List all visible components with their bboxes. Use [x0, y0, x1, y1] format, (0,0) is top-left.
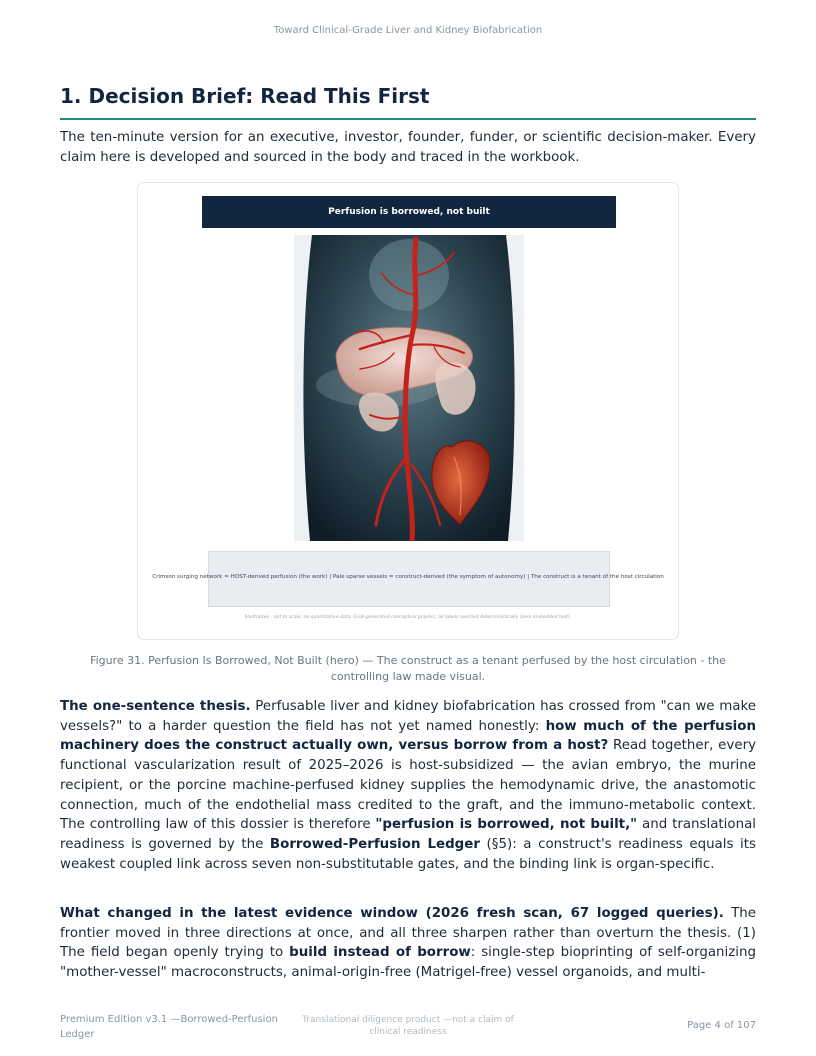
- figure-legend: Crimson surging network = HOST-derived perfusion (the work) | Pale sparse vessels = construct-derived (the symptom of autonomy) | The construct is a tenant of the host circulation: [152, 574, 664, 580]
- thesis-paragraph: The one-sentence thesis. Perfusable liver and kidney biofabrication has crossed from "can we make vessels?" to a harder question the field has not yet named honestly: how much of the perfusion machinery does the construct actually own, versus borrow from a host? Read together, every functional vascularization result of 2025–2026 is host-subsidized — the avian embryo, the murine recipient, or the porcine machine-perfused kidney supplies the hemodynamic drive, the anastomotic connection, much of the endothelial mass credited to the graft, and the immuno-metabolic context. The controlling law of this dossier is therefore "perfusion is borrowed, not built," and translational readiness is governed by the Borrowed-Perfusion Ledger (§5): a construct's readiness equals its weakest coupled link across seven non-substitutable gates, and the binding link is organ-specific.: [60, 699, 757, 872]
- footer-disclaimer: Translational diligence product —not a claim of clinical readiness: [302, 1015, 514, 1037]
- running-header: Toward Clinical-Grade Liver and Kidney Biofabrication: [273, 25, 543, 36]
- section-title: 1. Decision Brief: Read This First: [60, 84, 430, 108]
- perfusion-illustration: [294, 235, 524, 541]
- figure-banner: Perfusion is borrowed, not built: [202, 196, 616, 228]
- title-divider: [60, 118, 756, 120]
- changes-paragraph: What changed in the latest evidence window (2026 fresh scan, 67 logged queries). The frontier moved in three directions at once, and all three sharpen rather than overturn the thesis. (1) The field began openly trying to build instead of borrow: single-step bioprinting of self-organizing "mother-vessel" macroconstructs, animal-origin-free (Matrigel-free) vessel organoids, and multi-: [60, 906, 756, 981]
- page-number: Page 4 of 107: [687, 1020, 756, 1031]
- footer-edition: Premium Edition v3.1 —Borrowed-Perfusion Ledger: [60, 1014, 278, 1040]
- changes-lead: What changed in the latest evidence window (2026 fresh scan, 67 logged queries).: [60, 906, 724, 921]
- figure-caption: Figure 31. Perfusion Is Borrowed, Not Built (hero) — The construct as a tenant perfused by the host circulation - the controlling law made visual.: [90, 654, 726, 683]
- figure-card: [137, 182, 679, 640]
- intro-paragraph: The ten-minute version for an executive, investor, founder, funder, or scientific decision-maker. Every claim here is developed and sourced in the body and traced in the workbook.: [60, 130, 756, 165]
- figure-disclaimer: Illustrative - not to scale; no quantitative data. Grok-generated conceptual graphic; all labels overlaid deterministically (zero embedded text).: [244, 615, 572, 620]
- thesis-lead: The one-sentence thesis.: [60, 699, 251, 714]
